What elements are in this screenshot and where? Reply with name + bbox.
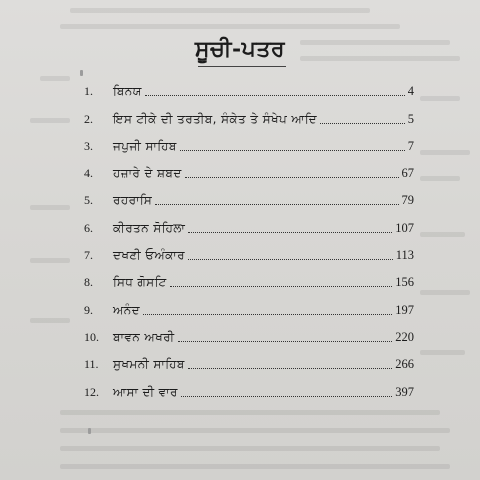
toc-entry xyxy=(84,263,414,290)
dot-leader xyxy=(181,396,392,397)
print-mark xyxy=(88,428,91,434)
entry-number: 12. xyxy=(84,384,99,399)
toc-entry xyxy=(84,372,414,399)
table-of-contents xyxy=(84,72,414,400)
entry-number: 7. xyxy=(84,248,93,263)
entry-number: 1. xyxy=(84,84,93,99)
toc-entry xyxy=(84,345,414,372)
title-underline xyxy=(198,66,286,67)
entry-number: 4. xyxy=(84,166,93,181)
toc-entry xyxy=(84,208,414,235)
entry-page-number: 107 xyxy=(395,220,414,235)
entry-number: 3. xyxy=(84,138,93,153)
print-mark xyxy=(80,70,83,76)
dot-leader xyxy=(180,150,405,151)
dot-leader xyxy=(143,314,392,315)
dot-leader xyxy=(188,232,392,233)
dot-leader xyxy=(185,177,399,178)
entry-title: ਅਨੰਦ xyxy=(113,302,140,317)
entry-title: ਸੁਖਮਨੀ ਸਾਹਿਬ xyxy=(113,357,185,372)
entry-title: ਹਜ਼ਾਰੇ ਦੇ ਸ਼ਬਦ xyxy=(113,166,182,181)
dot-leader xyxy=(145,95,405,96)
entry-number: 10. xyxy=(84,329,99,344)
entry-title: ਰਹਰਾਸਿ xyxy=(113,193,153,208)
entry-title: ਕੀਰਤਨ ਸੋਹਿਲਾ xyxy=(113,220,186,235)
toc-entry xyxy=(84,72,414,99)
entry-title: ਇਸ ਟੀਕੇ ਦੀ ਤਰਤੀਬ, ਸੰਕੇਤ ਤੇ ਸੰਖੇਪ ਆਦਿ xyxy=(113,111,318,126)
toc-entry xyxy=(84,318,414,345)
entry-title: ਜਪੁਜੀ ਸਾਹਿਬ xyxy=(113,138,177,153)
entry-page-number: 156 xyxy=(395,275,414,290)
entry-title: ਬਾਵਨ ਅਖਰੀ xyxy=(113,329,175,344)
entry-page-number: 4 xyxy=(407,84,414,99)
toc-entry xyxy=(84,99,414,126)
entry-number: 5. xyxy=(84,193,93,208)
toc-entry xyxy=(84,236,414,263)
page-title: ਸੂਚੀ-ਪਤਰ xyxy=(194,36,286,62)
dot-leader xyxy=(178,341,393,342)
dot-leader xyxy=(188,368,392,369)
toc-entry xyxy=(84,154,414,181)
entry-title: ਦਖਣੀ ਓਅੰਕਾਰ xyxy=(113,248,185,263)
entry-number: 11. xyxy=(84,357,99,372)
entry-number: 8. xyxy=(84,275,93,290)
entry-page-number: 197 xyxy=(395,302,414,317)
dot-leader xyxy=(320,123,405,124)
entry-title: ਸਿਧ ਗੋਸਟਿ xyxy=(113,275,167,290)
dot-leader xyxy=(188,259,393,260)
entry-number: 6. xyxy=(84,220,93,235)
toc-entry xyxy=(84,181,414,208)
entry-title: ਆਸਾ ਦੀ ਵਾਰ xyxy=(113,384,178,399)
entry-page-number: 7 xyxy=(407,138,414,153)
toc-entry xyxy=(84,127,414,154)
entry-page-number: 67 xyxy=(401,166,414,181)
entry-title: ਬਿਨਯ xyxy=(113,84,142,99)
toc-entry xyxy=(84,290,414,317)
entry-number: 9. xyxy=(84,302,93,317)
dot-leader xyxy=(155,204,398,205)
entry-page-number: 397 xyxy=(395,384,414,399)
dot-leader xyxy=(170,286,393,287)
entry-page-number: 113 xyxy=(395,248,414,263)
entry-page-number: 5 xyxy=(407,111,414,126)
entry-number: 2. xyxy=(84,111,93,126)
entry-page-number: 220 xyxy=(395,329,414,344)
entry-page-number: 79 xyxy=(401,193,414,208)
entry-page-number: 266 xyxy=(395,357,414,372)
